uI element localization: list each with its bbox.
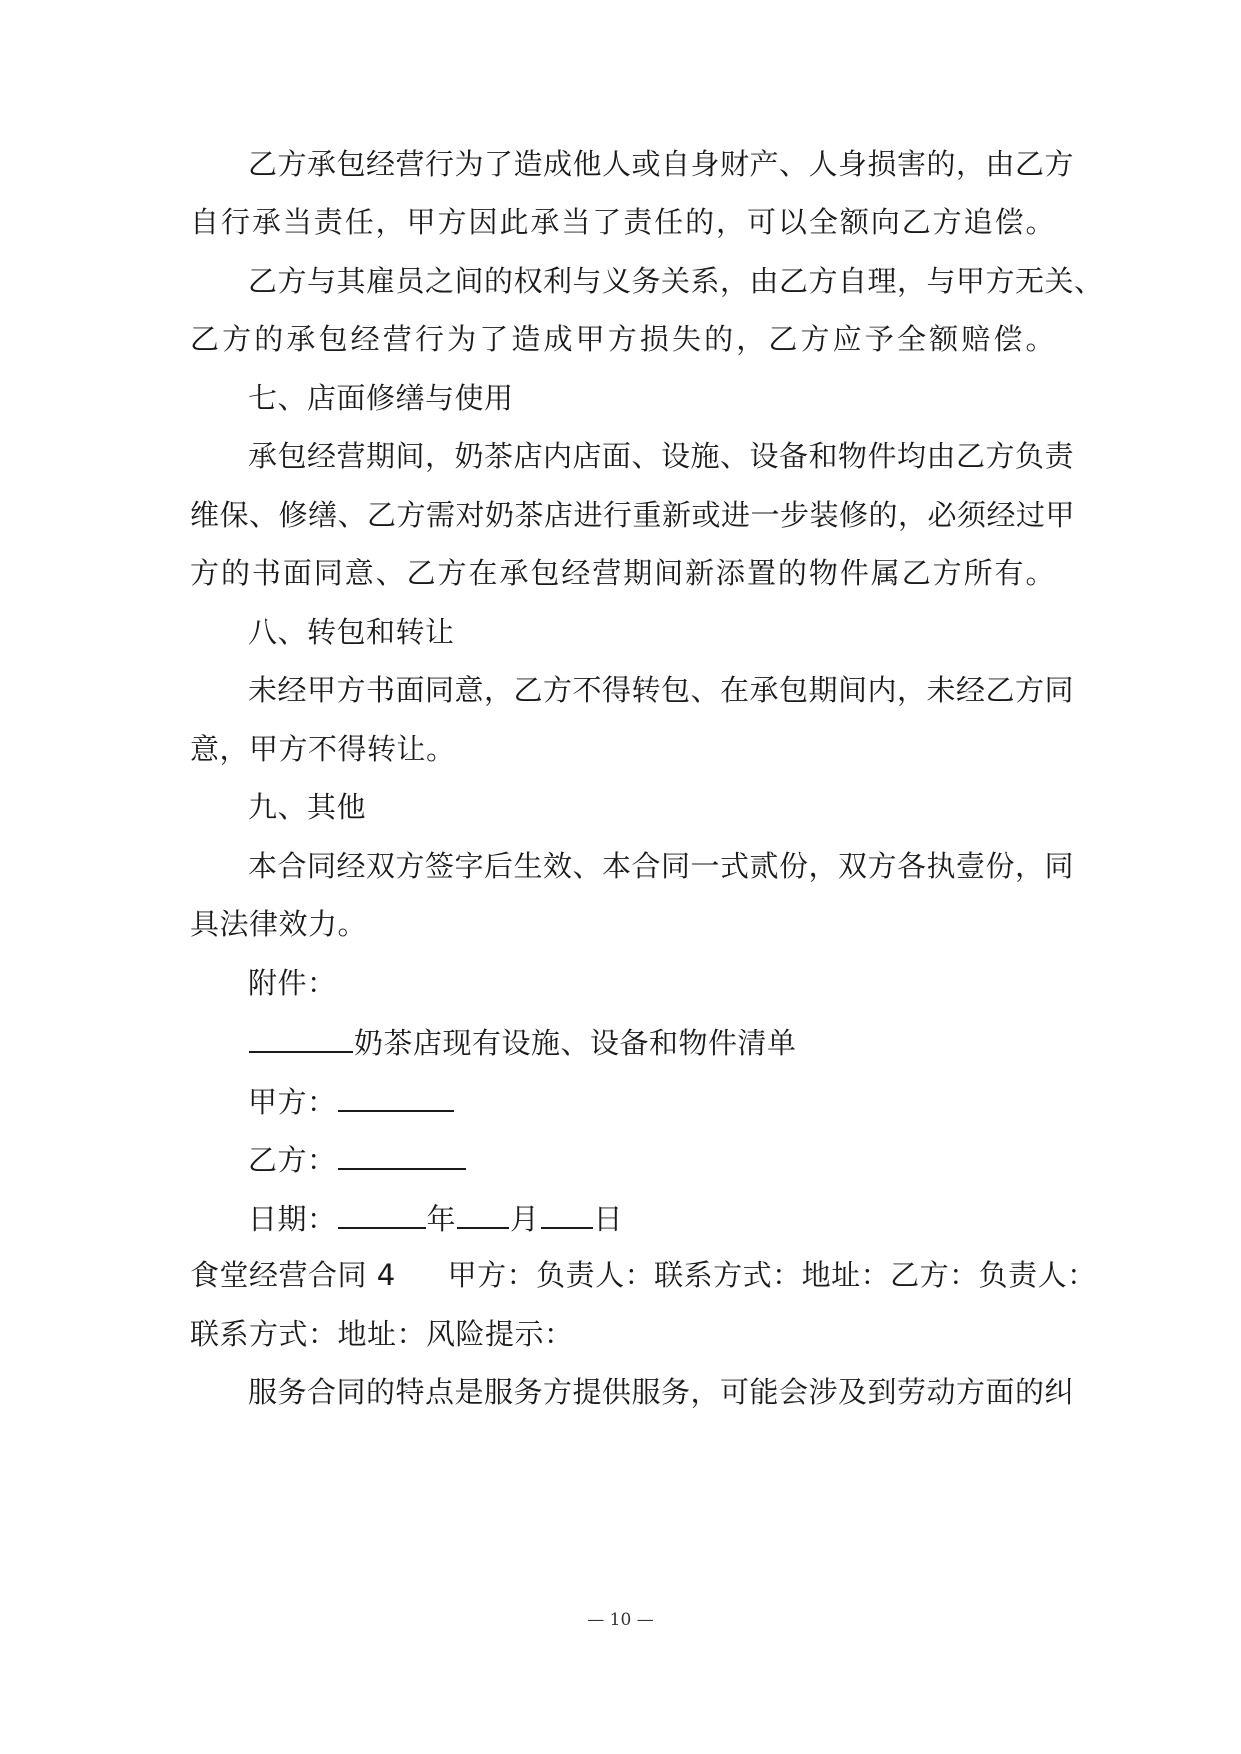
attachment-item-text: 奶茶店现有设施、设备和物件清单 [354,1026,797,1060]
paragraph-line: 自行承当责任，甲方因此承当了责任的，可以全额向乙方追偿。 [190,205,1055,239]
paragraph-line: 方的书面同意、乙方在承包经营期间新添置的物件属乙方所有。 [190,556,1055,590]
year-label: 年 [426,1202,457,1236]
page-number: — 10 — [587,1610,654,1630]
next-contract-parties: 甲方：负责人：联系方式：地址：乙方：负责人： [447,1258,1097,1292]
attachment-heading: 附件： [248,966,337,1000]
paragraph-line: 意，甲方不得转让。 [190,732,456,766]
paragraph-line: 乙方的承包经营行为了造成甲方损失的，乙方应予全额赔偿。 [190,322,1055,356]
paragraph-line: 具法律效力。 [190,907,368,941]
section-heading: 八、转包和转让 [248,615,455,649]
paragraph-line: 维保、修缮、乙方需对奶茶店进行重新或进一步装修的，必须经过甲 [190,498,1076,532]
party-b-label: 乙方： [248,1143,337,1177]
day-label: 日 [593,1202,624,1236]
party-a-signature-line [248,1082,1055,1120]
next-contract-header-line [190,1257,1097,1293]
party-a-blank [338,1082,454,1112]
next-contract-header-line-2: 联系方式：地址：风险提示： [190,1317,574,1351]
attachment-item [248,1023,1055,1061]
party-b-signature-line [248,1140,1055,1178]
paragraph-line: 本合同经双方签字后生效、本合同一式贰份，双方各执壹份，同 [248,849,1075,883]
next-contract-title: 食堂经营合同 4 [190,1258,396,1292]
paragraph-line: 服务合同的特点是服务方提供服务，可能会涉及到劳动方面的纠 [248,1375,1075,1409]
day-blank [541,1199,593,1229]
party-b-blank [338,1140,466,1170]
section-heading: 七、店面修缮与使用 [248,381,514,415]
section-heading: 九、其他 [248,790,367,824]
paragraph-line: 未经甲方书面同意，乙方不得转包、在承包期间内，未经乙方同 [248,673,1075,707]
date-label: 日期： [248,1202,337,1236]
paragraph-line: 乙方承包经营行为了造成他人或自身财产、人身损害的，由乙方 [248,147,1075,181]
attachment-blank [249,1023,353,1053]
month-blank [457,1199,509,1229]
date-line [248,1199,1055,1237]
year-blank [338,1199,426,1229]
paragraph-line: 承包经营期间，奶茶店内店面、设施、设备和物件均由乙方负责 [248,439,1075,473]
paragraph-line: 乙方与其雇员之间的权利与义务关系，由乙方自理，与甲方无关、 [248,264,1104,298]
party-a-label: 甲方： [248,1085,337,1119]
month-label: 月 [510,1202,540,1236]
